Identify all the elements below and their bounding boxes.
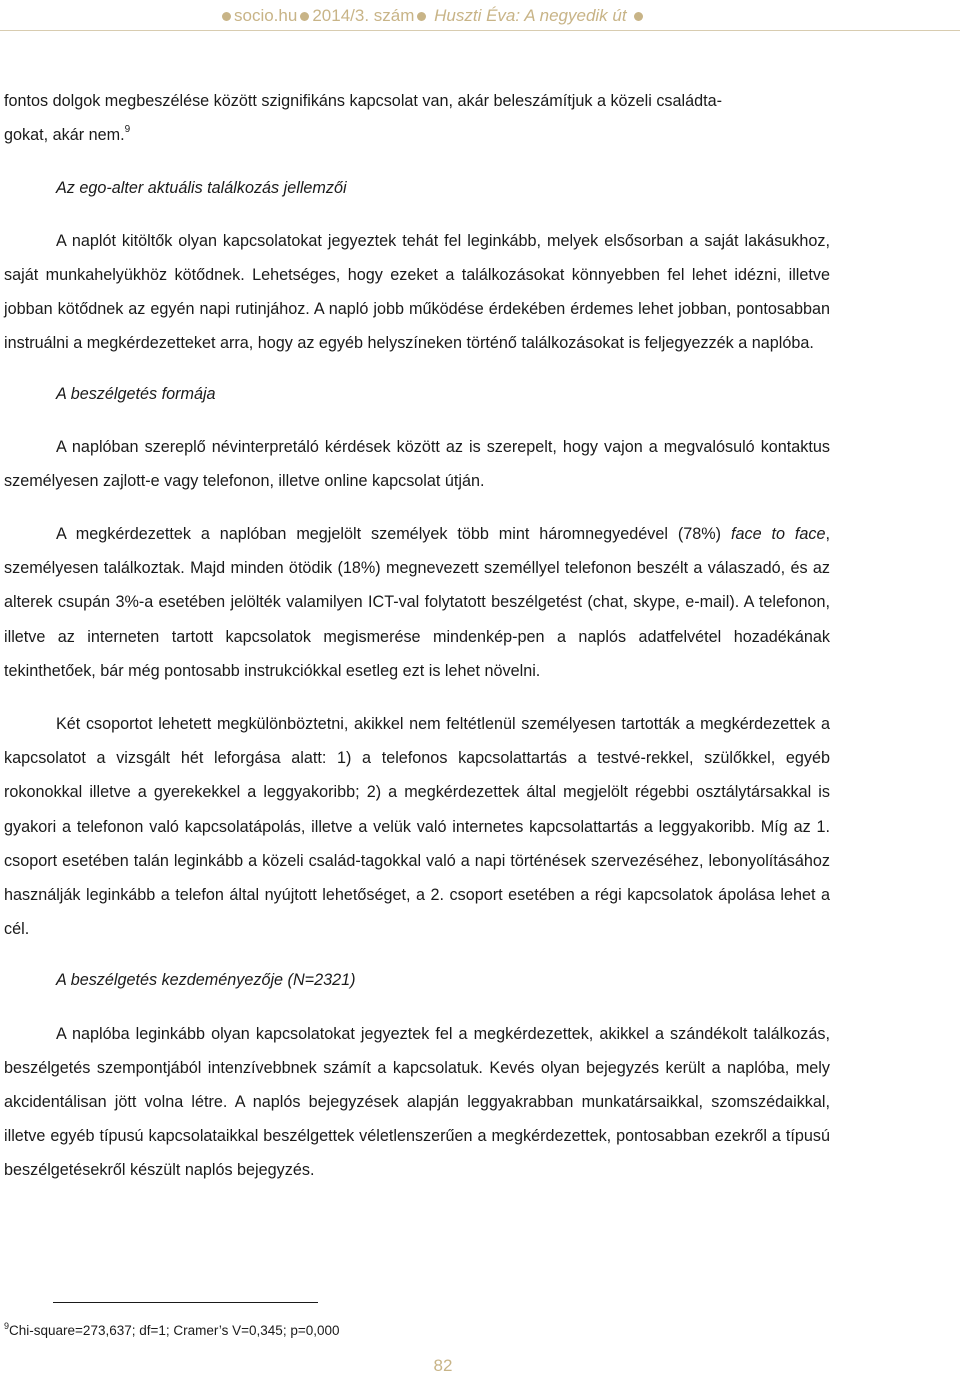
- bullet-icon: [417, 12, 426, 21]
- footnote-reference: 9: [124, 124, 131, 136]
- paragraph: A naplóban szereplő névinterpretáló kérdések között az is szerepelt, hogy vajon a megvalósuló kontaktus személyesen zajlott-e vagy telefonon, illetve online kapcsolat útján.: [4, 437, 830, 490]
- section-heading: A beszélgetés formája: [56, 385, 216, 404]
- paragraph: A naplót kitöltők olyan kapcsolatokat jegyeztek tehát fel leginkább, melyek elsősorban a saját lakásukhoz, saját munkahelyükhöz kötődnek. Lehetséges, hogy ezeket a találkozásokat könnyebben fel lehet idézni, illetve jobban kötődnek az egyén napi rutinjához. A napló jobb működése érdekében érdemes lehet jobban, pontosabban instruálni a megkérdezetteket arra, hogy az egyéb helyszíneken történő találkozásokat is feljegyezzék a naplóba.: [4, 231, 830, 353]
- paragraph-text: fontos dolgok megbeszélése között szignifikáns kapcsolat van, akár beleszámítjuk a közeli családta-: [4, 92, 723, 110]
- header-site: socio.hu: [234, 6, 298, 25]
- header-article: Huszti Éva: A negyedik út: [434, 6, 627, 25]
- footnote-number: 9: [4, 1321, 10, 1331]
- bullet-icon: [222, 12, 231, 21]
- footnote-text: Chi-square=273,637; df=1; Cramer’s V=0,345; p=0,000: [9, 1323, 340, 1338]
- paragraph-continued: [4, 84, 830, 152]
- footnote-divider: [53, 1302, 318, 1303]
- bullet-icon: [300, 12, 309, 21]
- running-header: [0, 4, 960, 26]
- paragraph-text: A megkérdezettek a naplóban megjelölt személyek több mint háromnegyedével (78%): [56, 525, 722, 544]
- section-heading: A beszélgetés kezdeményezője (N=2321): [56, 971, 356, 990]
- emphasis: face to face: [730, 525, 826, 544]
- footnote: [4, 1323, 340, 1338]
- paragraph: Két csoportot lehetett megkülönböztetni, akikkel nem feltétlenül személyesen tartották a megkérdezettek a kapcsolatot a vizsgált hét leforgása alatt: 1) a telefonos kapcsolattartás a testvé-rekkel, szülőkkel, egyéb rokonokkal illetve a gyerekekkel a leggyakoribb; 2) a megkérdezettek által megjelölt régebbi osztálytársakkal is gyakori a telefonon való kapcsolatápolás, illetve a velük való internetes kapcsolattartás a leggyakoribb. Míg az 1. csoport esetében talán leginkább a közeli család-tagokkal való a napi történések szervezéséhez, lebonyolításához használják leginkább a telefon által nyújtott lehetőséget, a 2. csoport esetében a régi kapcsolatok ápolása lehet a cél.: [4, 715, 830, 939]
- paragraph-text: gokat, akár nem.: [4, 126, 125, 145]
- paragraph: A naplóba leginkább olyan kapcsolatokat jegyeztek fel a megkérdezettek, akikkel a szándékolt találkozás, beszélgetés szempontjából intenzívebbnek számít a kapcsolatuk. Kevés olyan bejegyzés került a naplóba, mely akcidentálisan jött volna létre. A naplós bejegyzések alapján leggyakrabban munkatársaikkal, szomszédaikkal, illetve egyéb típusú kapcsolataikkal beszélgettek véletlenszerűen a megkérdezettek, pontosabban ezekről a típusú beszélgetésekről készült naplós bejegyzés.: [4, 1024, 830, 1180]
- paragraph-text: , személyesen találkoztak. Majd minden ötödik (18%) megnevezett személlyel telefonon beszélt a válaszadó, és az alterek csupán 3%-a esetében jelölték valamilyen ICT-val folytatott beszélgetést (chat, skype, e-mail). A telefonon, illetve az interneten tartott kapcsolatok megismerése mindenkép-pen a naplós adatfelvétel hozadékának tekinthetőek, bár még pontosabb instrukciókkal esetleg ezt is lehet növelni.: [4, 525, 830, 680]
- bullet-icon: [634, 12, 643, 21]
- paragraph: [4, 517, 830, 688]
- page-body: [4, 84, 830, 1188]
- header-divider: [0, 30, 960, 31]
- section-heading: Az ego-alter aktuális találkozás jellemzői: [56, 179, 347, 198]
- page-number: 82: [433, 1356, 453, 1375]
- header-issue: 2014/3. szám: [312, 6, 415, 25]
